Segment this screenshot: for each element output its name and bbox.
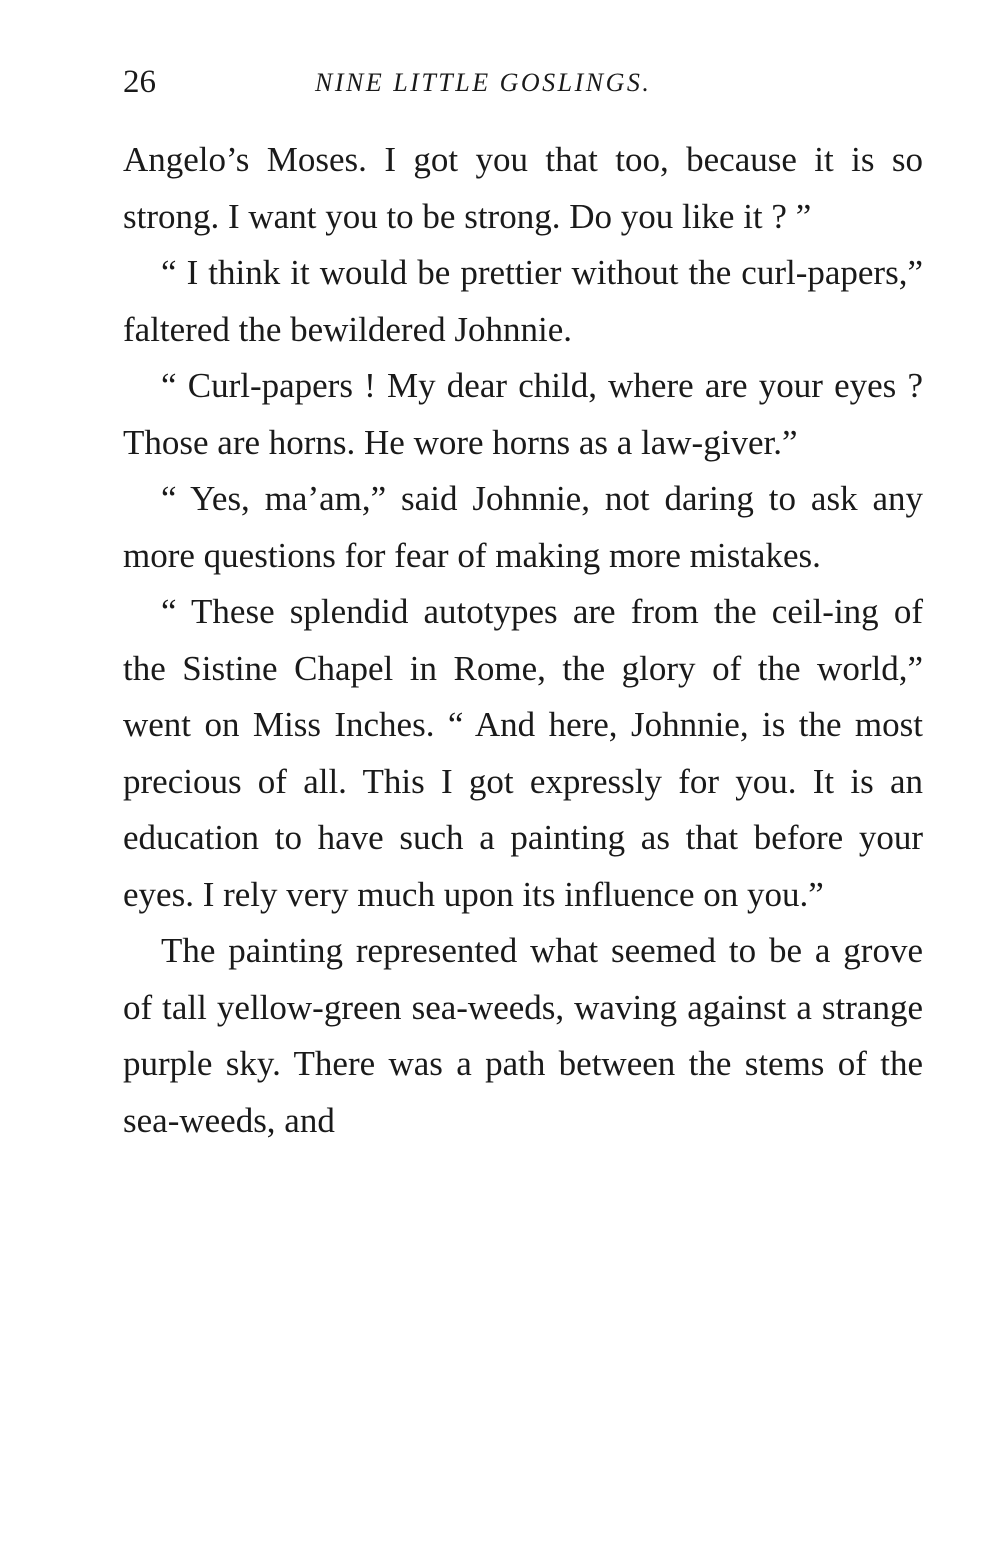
paragraph: The painting represented what seemed to be a grove of tall yellow-green sea-weeds, waving against a strange purple sky. There was a path between the stems of the sea-weeds, and: [123, 931, 923, 1140]
paragraph: “ Yes, ma’am,” said Johnnie, not daring to ask any more questions for fear of making more mistakes.: [123, 479, 923, 575]
paragraph: “ These splendid autotypes are from the ceil-ing of the Sistine Chapel in Rome, the glory of the world,” went on Miss Inches. “ And here, Johnnie, is the most precious of all. This I got expressly for you. It is an education to have such a painting as that before your eyes. I rely very much upon its influence on you.”: [123, 592, 923, 914]
paragraph: “ I think it would be prettier without the curl-papers,” faltered the bewildered Johnnie.: [123, 253, 923, 349]
paragraph: “ Curl-papers ! My dear child, where are your eyes ? Those are horns. He wore horns as a law-giver.”: [123, 366, 923, 462]
paragraph: Angelo’s Moses. I got you that too, because it is so strong. I want you to be strong. Do you like it ? ”: [123, 140, 923, 236]
body-text: [123, 132, 923, 1149]
running-head: [123, 62, 803, 102]
running-title: NINE LITTLE GOSLINGS.: [315, 68, 652, 97]
page-number: 26: [123, 64, 156, 100]
